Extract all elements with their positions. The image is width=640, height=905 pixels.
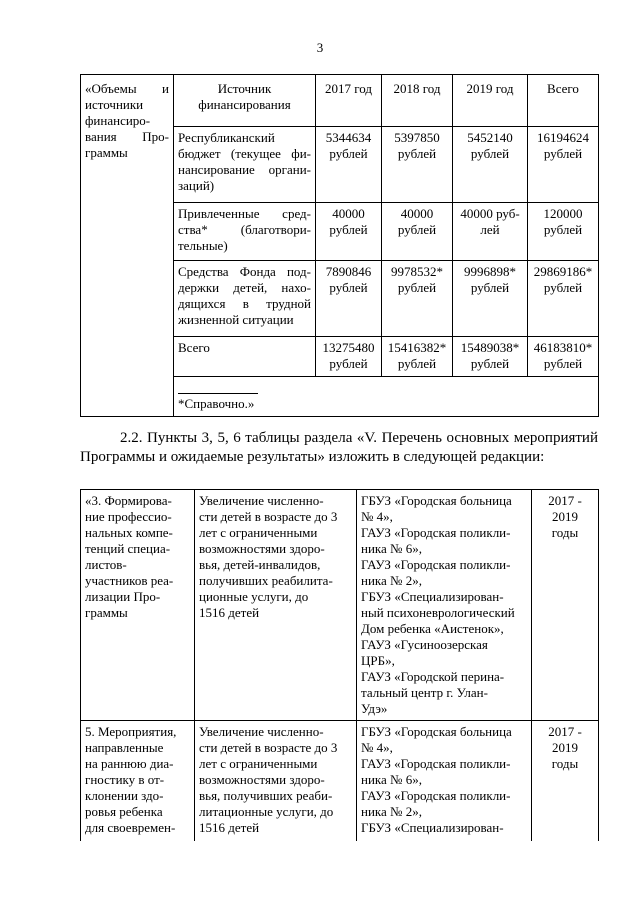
value-2018: 5397850 рублей bbox=[382, 127, 453, 203]
header-source: Источник финансирования bbox=[174, 75, 316, 127]
value-2017: 7890846 рублей bbox=[316, 261, 382, 337]
value-total: 120000 рублей bbox=[528, 203, 599, 261]
footnote-cell bbox=[174, 377, 599, 417]
period: 2017 - 2019 годы bbox=[532, 490, 599, 721]
table-row bbox=[81, 490, 599, 721]
source-name: Средства Фонда под-держки детей, нахо-дящихся в трудной жизненной ситуации bbox=[174, 261, 316, 337]
value-2017: 5344634 рублей bbox=[316, 127, 382, 203]
value-2019: 15489038* рублей bbox=[453, 337, 528, 377]
activity-name: «3. Формирова- ние профессио- нальных компе- тенций специа- листов- участников реа- лизации Про- граммы bbox=[81, 490, 195, 721]
header-2019: 2019 год bbox=[453, 75, 528, 127]
period: 2017 - 2019 годы bbox=[532, 721, 599, 841]
value-total: 16194624 рублей bbox=[528, 127, 599, 203]
source-name: Всего bbox=[174, 337, 316, 377]
header-2017: 2017 год bbox=[316, 75, 382, 127]
expected-result: Увеличение численно- сти детей в возрасте до 3 лет с ограниченными возможностями здоро- вья, детей-инвалидов, получивших реабилита- ционные услуги, до 1516 детей bbox=[195, 490, 357, 721]
activities-table bbox=[80, 489, 599, 841]
value-total: 29869186* рублей bbox=[528, 261, 599, 337]
value-2018: 9978532* рублей bbox=[382, 261, 453, 337]
table-row bbox=[81, 75, 599, 127]
executors: ГБУЗ «Городская больница № 4», ГАУЗ «Городская поликли- ника № 6», ГАУЗ «Городская поликли- ника № 2», ГБУЗ «Специализирован- bbox=[357, 721, 532, 841]
value-2019: 5452140 рублей bbox=[453, 127, 528, 203]
expected-result: Увеличение численно- сти детей в возрасте до 3 лет с ограниченными возможностями здоро- вья, получивших реаби- литационные услуги, до 1516 детей bbox=[195, 721, 357, 841]
amendment-text: 2.2. Пункты 3, 5, 6 таблицы раздела «V. Перечень основных мероприятий Программы и ожидаемые результаты» изложить в следующей редакции: bbox=[80, 430, 598, 465]
executors: ГБУЗ «Городская больница № 4», ГАУЗ «Городская поликли- ника № 6», ГАУЗ «Городская поликли- ника № 2», ГБУЗ «Специализирован- ный психоневрологический Дом ребенка «Аистенок», ГАУЗ «Гусиноозерская ЦРБ», ГАУЗ «Городской перина- тальный центр г. Улан- Удэ» bbox=[357, 490, 532, 721]
value-2019: 40000 руб-лей bbox=[453, 203, 528, 261]
value-2018: 40000 рублей bbox=[382, 203, 453, 261]
value-2017: 13275480 рублей bbox=[316, 337, 382, 377]
header-total: Всего bbox=[528, 75, 599, 127]
page-number: 3 bbox=[316, 40, 324, 55]
amendment-paragraph bbox=[80, 429, 598, 467]
header-2018: 2018 год bbox=[382, 75, 453, 127]
footnote-divider bbox=[178, 393, 258, 394]
activity-name: 5. Мероприятия, направленные на раннюю диа- гностику в от- клонении здо- ровья ребенка для своевремен- bbox=[81, 721, 195, 841]
value-2018: 15416382* рублей bbox=[382, 337, 453, 377]
value-2019: 9996898* рублей bbox=[453, 261, 528, 337]
value-2017: 40000 рублей bbox=[316, 203, 382, 261]
program-funding-label: «Объемы и источники финансиро-вания Про-граммы bbox=[81, 75, 174, 417]
source-name: Республиканский бюджет (текущее фи-нансирование органи-заций) bbox=[174, 127, 316, 203]
source-name: Привлеченные сред-ства* (благотвори-тельные) bbox=[174, 203, 316, 261]
value-total: 46183810* рублей bbox=[528, 337, 599, 377]
table-row bbox=[81, 721, 599, 841]
footnote: *Справочно.» bbox=[178, 396, 255, 411]
funding-table bbox=[80, 74, 599, 417]
